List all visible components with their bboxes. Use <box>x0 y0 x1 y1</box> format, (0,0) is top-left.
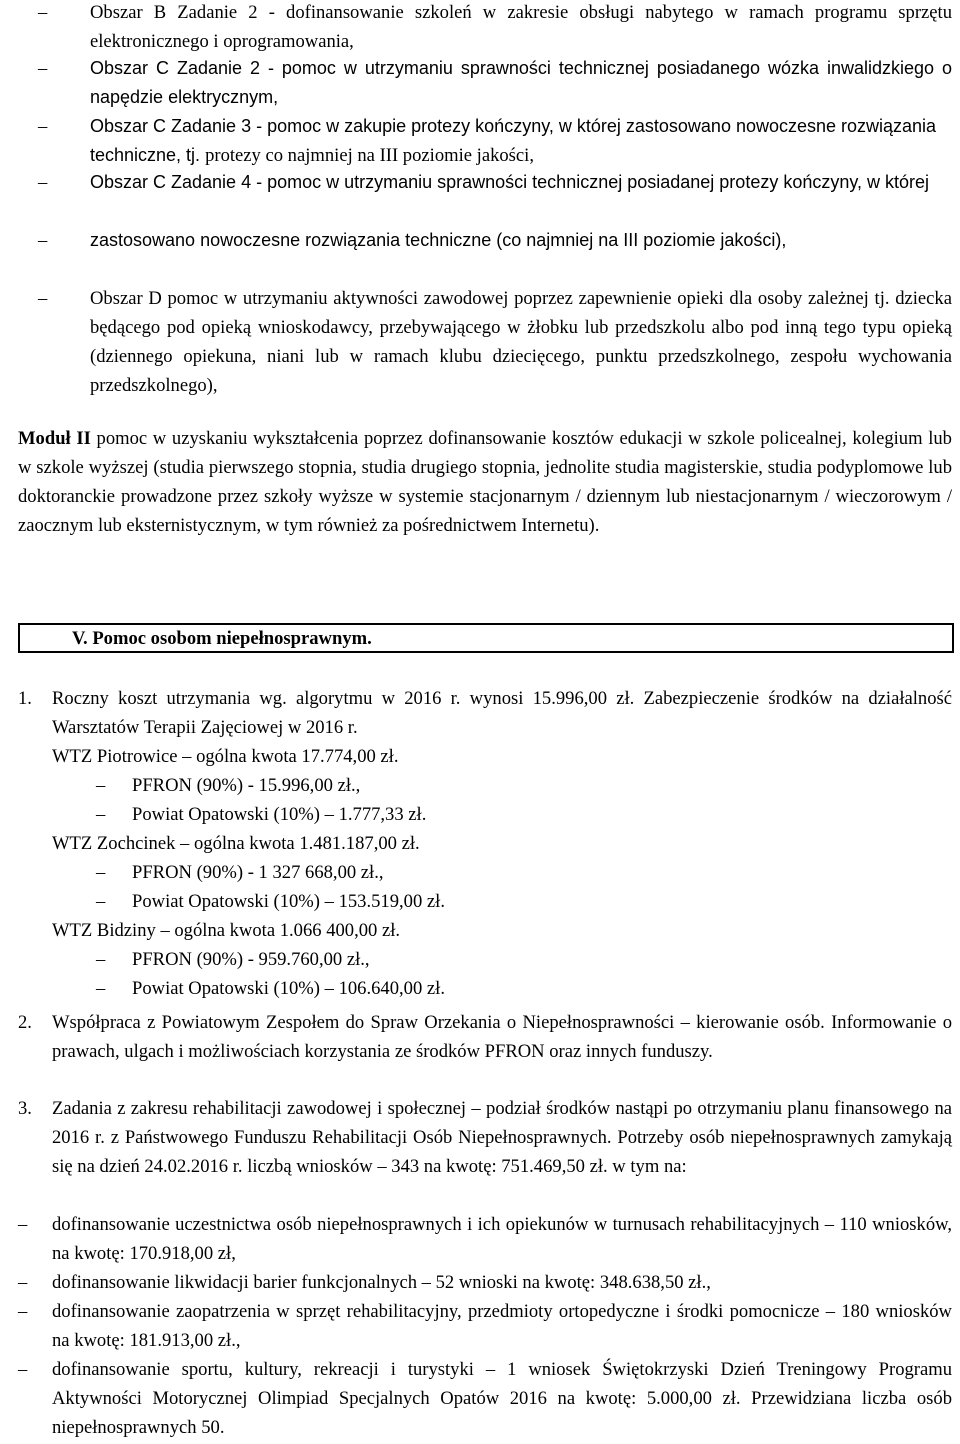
wtz-bidziny-powiat: Powiat Opatowski (10%) – 106.640,00 zł. <box>132 978 445 999</box>
list-dash: – <box>18 1301 28 1322</box>
module-ii-paragraph <box>18 424 952 540</box>
list-dash: – <box>38 2 48 23</box>
list-dash: – <box>96 949 106 970</box>
item-1-text: Roczny koszt utrzymania wg. algorytmu w 2016 r. wynosi 15.996,00 zł. Zabezpieczenie środków na działalność Warsztatów Terapii Zajęciowej w 2016 r. <box>52 688 952 738</box>
bullet-bariery: dofinansowanie likwidacji barier funkcjonalnych – 52 wnioski na kwotę: 348.638,50 zł., <box>52 1272 711 1293</box>
wtz-zochcinek-pfron: PFRON (90%) - 1 327 668,00 zł., <box>132 862 384 883</box>
list-item-obszar-c4: Obszar C Zadanie 4 - pomoc w utrzymaniu sprawności technicznej posiadanej protezy kończyny, w której <box>90 172 930 192</box>
section-v-heading: V. Pomoc osobom niepełnosprawnym. <box>72 628 372 649</box>
obszar-c3-part-b: protezy co najmniej na III poziomie jakości, <box>205 145 534 166</box>
list-dash: – <box>18 1214 28 1235</box>
bullet-sprzet: dofinansowanie zaopatrzenia w sprzęt rehabilitacyjny, przedmioty ortopedyczne i środki pomocnicze – 180 wniosków na kwotę: 181.913,00 zł., <box>52 1301 952 1351</box>
list-dash: – <box>96 775 106 796</box>
section-v-heading-box <box>18 623 954 653</box>
wtz-piotrowice-powiat: Powiat Opatowski (10%) – 1.777,33 zł. <box>132 804 427 825</box>
list-dash: – <box>38 172 48 193</box>
item-number-2: 2. <box>18 1012 32 1033</box>
list-dash: – <box>96 862 106 883</box>
list-item-obszar-c4-continuation: zastosowano nowoczesne rozwiązania techniczne (co najmniej na III poziomie jakości), <box>90 230 787 250</box>
wtz-bidziny: WTZ Bidziny – ogólna kwota 1.066 400,00 zł. <box>52 920 401 941</box>
module-ii-label: Moduł II <box>18 428 91 449</box>
bullet-sport: dofinansowanie sportu, kultury, rekreacji i turystyki – 1 wniosek Świętokrzyski Dzień Treningowy Programu Aktywności Motorycznej Olimpiad Specjalnych Opatów 2016 na kwotę: 5.000,00 zł. Przewidziana liczba osób niepełnosprawnych 50. <box>52 1359 952 1438</box>
wtz-zochcinek: WTZ Zochcinek – ogólna kwota 1.481.187,00 zł. <box>52 833 420 854</box>
wtz-zochcinek-powiat: Powiat Opatowski (10%) – 153.519,00 zł. <box>132 891 445 912</box>
item-number-3: 3. <box>18 1098 32 1119</box>
item-number-1: 1. <box>18 688 32 709</box>
list-dash: – <box>38 116 48 137</box>
item-2-text: Współpraca z Powiatowym Zespołem do Spraw Orzekania o Niepełnosprawności – kierowanie osób. Informowanie o prawach, ulgach i możliwościach korzystania ze środków PFRON oraz innych funduszy. <box>52 1012 952 1062</box>
list-dash: – <box>96 804 106 825</box>
obszar-c3-part-a: Obszar C Zadanie 3 - pomoc w zakupie protezy kończyny, w której zastosowano nowoczesne rozwiązania techniczne, tj. <box>90 116 937 165</box>
list-dash: – <box>96 891 106 912</box>
list-item-obszar-c2: Obszar C Zadanie 2 - pomoc w utrzymaniu sprawności technicznej posiadanego wózka inwalidzkiego o napędzie elektrycznym, <box>90 58 952 107</box>
wtz-piotrowice: WTZ Piotrowice – ogólna kwota 17.774,00 zł. <box>52 746 399 767</box>
module-ii-text: pomoc w uzyskaniu wykształcenia poprzez dofinansowanie kosztów edukacji w szkole policealnej, kolegium lub w szkole wyższej (studia pierwszego stopnia, studia drugiego stopnia, jednolite studia magisterskie, studia podyplomowe lub doktoranckie prowadzone przez szkoły wyższe w systemie stacjonarnym / dziennym lub niestacjonarnym / wieczorowym / zaocznym lub eksternistycznym, w tym również za pośrednictwem Internetu). <box>18 428 952 536</box>
list-dash: – <box>18 1272 28 1293</box>
list-dash: – <box>18 1359 28 1380</box>
list-dash: – <box>96 978 106 999</box>
list-dash: – <box>38 230 48 251</box>
item-3-text: Zadania z zakresu rehabilitacji zawodowej i społecznej – podział środków nastąpi po otrzymaniu planu finansowego na 2016 r. z Państwowego Funduszu Rehabilitacji Osób Niepełnosprawnych. Potrzeby osób niepełnosprawnych zamykają się na dzień 24.02.2016 r. liczbą wniosków – 343 na kwotę: 751.469,50 zł. w tym na: <box>52 1098 952 1177</box>
list-item-obszar-b2: Obszar B Zadanie 2 - dofinansowanie szkoleń w zakresie obsługi nabytego w ramach programu sprzętu elektronicznego i oprogramowania, <box>90 2 952 52</box>
wtz-bidziny-pfron: PFRON (90%) - 959.760,00 zł., <box>132 949 370 970</box>
bullet-turnusy: dofinansowanie uczestnictwa osób niepełnosprawnych i ich opiekunów w turnusach rehabilitacyjnych – 110 wniosków, na kwotę: 170.918,00 zł, <box>52 1214 952 1264</box>
wtz-piotrowice-pfron: PFRON (90%) - 15.996,00 zł., <box>132 775 361 796</box>
list-item-obszar-d: Obszar D pomoc w utrzymaniu aktywności zawodowej poprzez zapewnienie opieki dla osoby zależnej tj. dziecka będącego pod opieką wnioskodawcy, przebywającego w żłobku lub przedszkolu albo pod inną tego typu opieką (dziennego opiekuna, niani lub w ramach klubu dziecięcego, punktu przedszkolnego, zespołu wychowania przedszkolnego), <box>90 288 952 396</box>
list-item-obszar-c3 <box>90 112 954 170</box>
list-dash: – <box>38 288 48 309</box>
list-dash: – <box>38 58 48 79</box>
